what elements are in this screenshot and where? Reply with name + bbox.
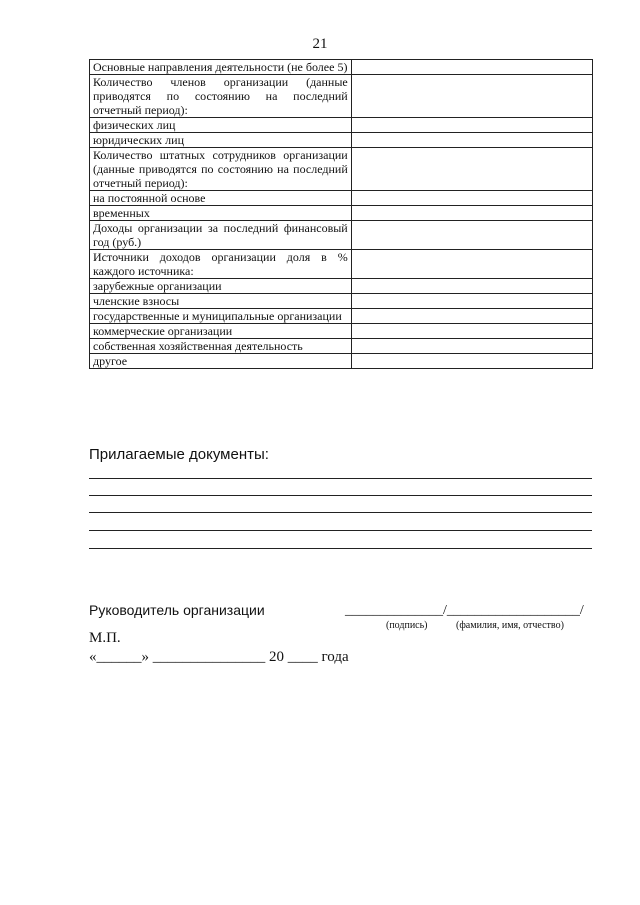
table-row (90, 279, 593, 294)
table-row (90, 309, 593, 324)
row-label: физических лиц (90, 118, 352, 133)
row-value-field[interactable] (351, 206, 592, 221)
row-label: Основные направления деятельности (не более 5) (90, 60, 352, 75)
row-value-field[interactable] (351, 221, 592, 250)
table-row (90, 354, 593, 369)
signature-caption: (подпись) (386, 620, 428, 631)
table-row (90, 191, 593, 206)
table-row (90, 324, 593, 339)
row-value-field[interactable] (351, 133, 592, 148)
row-value-field[interactable] (351, 354, 592, 369)
row-label: Доходы организации за последний финансовый год (руб.) (90, 221, 352, 250)
row-value-field[interactable] (351, 250, 592, 279)
row-label: Количество штатных сотрудников организации (данные приводятся по состоянию на последний отчетный период): (90, 148, 352, 191)
row-value-field[interactable] (351, 148, 592, 191)
attached-documents-title: Прилагаемые документы: (89, 446, 269, 463)
table-row (90, 294, 593, 309)
row-label: собственная хозяйственная деятельность (90, 339, 352, 354)
row-value-field[interactable] (351, 60, 592, 75)
row-label: коммерческие организации (90, 324, 352, 339)
table-row (90, 221, 593, 250)
row-label: Количество членов организации (данные приводятся по состоянию на последний отчетный период): (90, 75, 352, 118)
table-row (90, 339, 593, 354)
row-label: зарубежные организации (90, 279, 352, 294)
row-value-field[interactable] (351, 279, 592, 294)
table-row (90, 60, 593, 75)
signature-field[interactable]: ______________/___________________/ (345, 603, 584, 618)
row-label: другое (90, 354, 352, 369)
row-value-field[interactable] (351, 294, 592, 309)
row-label: юридических лиц (90, 133, 352, 148)
date-field[interactable]: «______» _______________ 20 ____ года (89, 649, 349, 665)
attached-document-line[interactable] (89, 478, 592, 479)
organization-info-table (89, 59, 593, 369)
row-value-field[interactable] (351, 191, 592, 206)
stamp-place-label: М.П. (89, 630, 121, 646)
attached-document-line[interactable] (89, 495, 592, 496)
row-value-field[interactable] (351, 309, 592, 324)
row-value-field[interactable] (351, 75, 592, 118)
row-value-field[interactable] (351, 118, 592, 133)
row-value-field[interactable] (351, 339, 592, 354)
row-value-field[interactable] (351, 324, 592, 339)
row-label: временных (90, 206, 352, 221)
head-of-organization-label: Руководитель организации (89, 602, 265, 618)
table-row (90, 133, 593, 148)
table-row (90, 118, 593, 133)
row-label: на постоянной основе (90, 191, 352, 206)
attached-document-line[interactable] (89, 530, 592, 531)
table-row (90, 206, 593, 221)
attached-document-line[interactable] (89, 512, 592, 513)
row-label: государственные и муниципальные организации (90, 309, 352, 324)
attached-document-line[interactable] (89, 548, 592, 549)
row-label: Источники доходов организации доля в % каждого источника: (90, 250, 352, 279)
table-row (90, 148, 593, 191)
full-name-caption: (фамилия, имя, отчество) (456, 620, 564, 631)
table-row (90, 75, 593, 118)
page-number: 21 (312, 36, 328, 52)
table-row (90, 250, 593, 279)
row-label: членские взносы (90, 294, 352, 309)
